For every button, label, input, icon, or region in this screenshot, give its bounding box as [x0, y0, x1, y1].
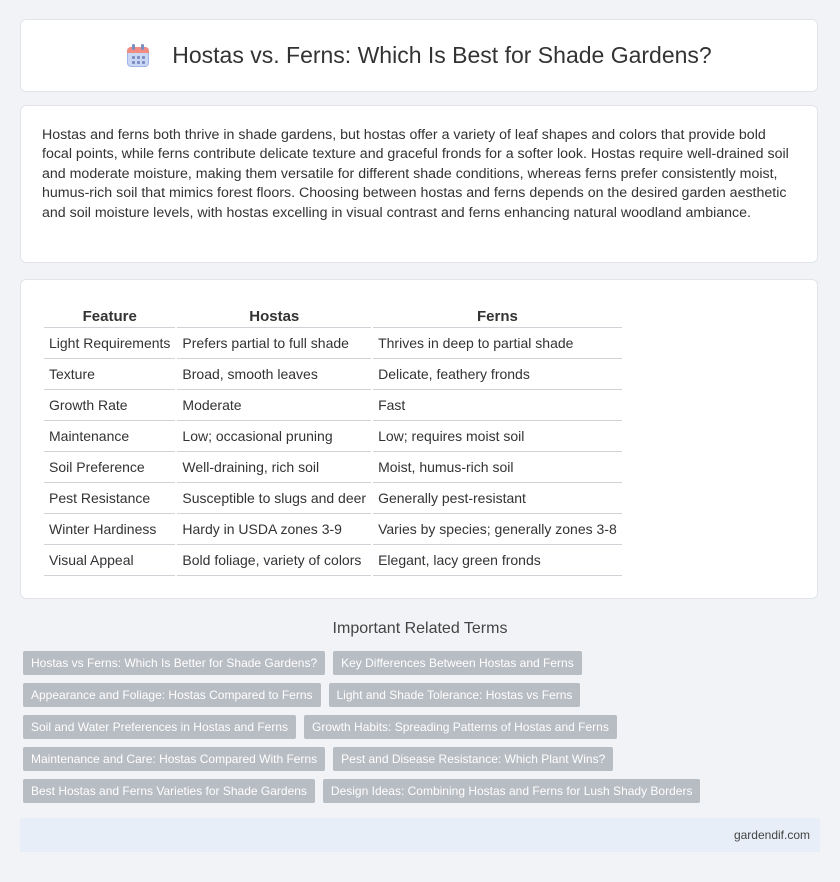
table-cell: Bold foliage, variety of colors: [177, 545, 371, 576]
table-cell: Texture: [44, 359, 175, 390]
related-term-link[interactable]: Appearance and Foliage: Hostas Compared to Ferns: [23, 683, 321, 707]
comparison-card: [20, 279, 818, 599]
table-row: [44, 545, 622, 576]
table-cell: Winter Hardiness: [44, 514, 175, 545]
header-ferns: Ferns: [373, 304, 622, 328]
table-cell: Soil Preference: [44, 452, 175, 483]
related-term-link[interactable]: Best Hostas and Ferns Varieties for Shade Gardens: [23, 779, 315, 803]
page-title: Hostas vs. Ferns: Which Is Best for Shade Gardens?: [172, 42, 712, 68]
table-row: [44, 421, 622, 452]
table-cell: Varies by species; generally zones 3-8: [373, 514, 622, 545]
table-cell: Susceptible to slugs and deer: [177, 483, 371, 514]
table-cell: Generally pest-resistant: [373, 483, 622, 514]
tag-row: [23, 651, 783, 675]
related-term-link[interactable]: Key Differences Between Hostas and Ferns: [333, 651, 582, 675]
related-term-link[interactable]: Light and Shade Tolerance: Hostas vs Ferns: [329, 683, 581, 707]
header-card: [20, 19, 818, 92]
intro-card: [20, 105, 818, 263]
footer: [20, 818, 820, 852]
tag-row: [23, 779, 783, 803]
tag-row: [23, 715, 783, 739]
table-row: [44, 514, 622, 545]
related-term-link[interactable]: Design Ideas: Combining Hostas and Ferns for Lush Shady Borders: [323, 779, 701, 803]
intro-text: Hostas and ferns both thrive in shade gardens, but hostas offer a variety of leaf shapes and colors that provide bold focal points, while ferns contribute delicate texture and graceful fronds for a softer look. Hostas require well-drained soil and moderate moisture, making them versatile for different shade conditions, whereas ferns prefer consistently moist, humus-rich soil that mimics forest floors. Choosing between hostas and ferns depends on the desired garden aesthetic and soil moisture levels, with hostas excelling in visual contrast and ferns enhancing natural woodland ambiance.: [42, 127, 789, 221]
header-hostas: Hostas: [177, 304, 371, 328]
table-cell: Moderate: [177, 390, 371, 421]
table-row: [44, 359, 622, 390]
table-cell: Prefers partial to full shade: [177, 328, 371, 359]
table-cell: Delicate, feathery fronds: [373, 359, 622, 390]
comparison-table: [42, 304, 624, 576]
table-cell: Light Requirements: [44, 328, 175, 359]
related-term-link[interactable]: Hostas vs Ferns: Which Is Better for Shade Gardens?: [23, 651, 325, 675]
table-cell: Thrives in deep to partial shade: [373, 328, 622, 359]
table-cell: Pest Resistance: [44, 483, 175, 514]
table-row: [44, 328, 622, 359]
table-header-row: [44, 304, 622, 328]
tag-row: [23, 683, 783, 707]
header-feature: Feature: [44, 304, 175, 328]
related-term-link[interactable]: Pest and Disease Resistance: Which Plant Wins?: [333, 747, 613, 771]
table-cell: Maintenance: [44, 421, 175, 452]
related-terms-title: Important Related Terms: [332, 620, 508, 637]
table-row: [44, 390, 622, 421]
table-cell: Growth Rate: [44, 390, 175, 421]
table-cell: Broad, smooth leaves: [177, 359, 371, 390]
table-cell: Fast: [373, 390, 622, 421]
table-cell: Low; requires moist soil: [373, 421, 622, 452]
tag-row: [23, 747, 783, 771]
table-cell: Hardy in USDA zones 3-9: [177, 514, 371, 545]
related-term-link[interactable]: Soil and Water Preferences in Hostas and Ferns: [23, 715, 296, 739]
related-term-link[interactable]: Growth Habits: Spreading Patterns of Hostas and Ferns: [304, 715, 617, 739]
calendar-icon: [126, 44, 150, 68]
table-cell: Well-draining, rich soil: [177, 452, 371, 483]
related-terms-list: [23, 651, 783, 811]
table-cell: Elegant, lacy green fronds: [373, 545, 622, 576]
table-row: [44, 452, 622, 483]
table-cell: Low; occasional pruning: [177, 421, 371, 452]
table-cell: Visual Appeal: [44, 545, 175, 576]
table-cell: Moist, humus-rich soil: [373, 452, 622, 483]
related-term-link[interactable]: Maintenance and Care: Hostas Compared With Ferns: [23, 747, 325, 771]
footer-site-name[interactable]: gardendif.com: [733, 828, 810, 842]
table-row: [44, 483, 622, 514]
